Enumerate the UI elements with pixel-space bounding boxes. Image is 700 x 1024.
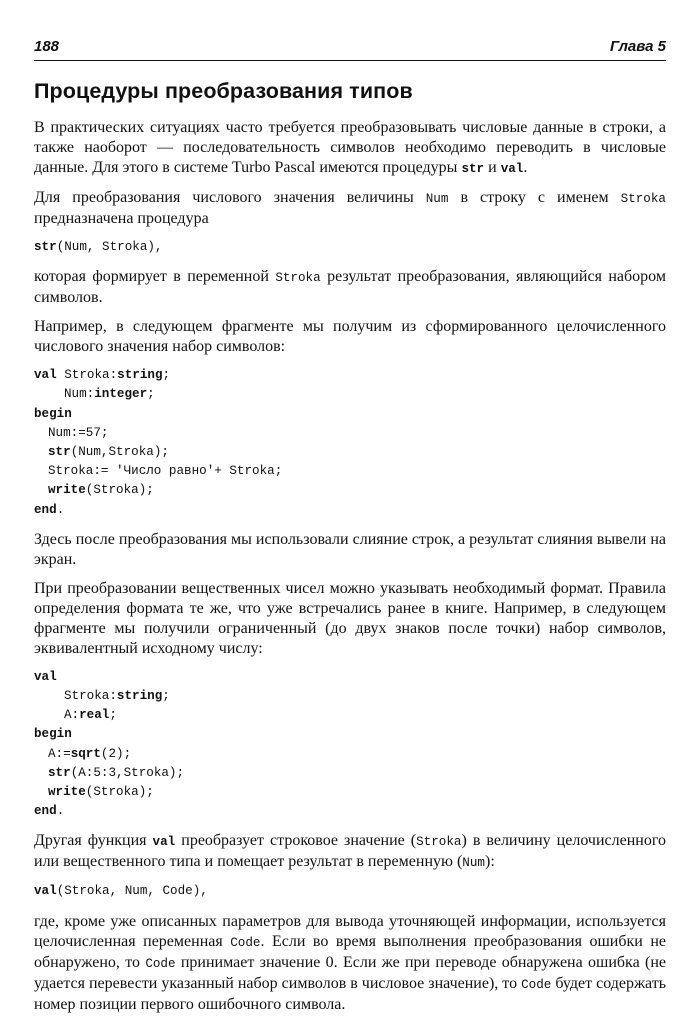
code-line: str(A:5:3,Stroka); [48,765,185,780]
code-line: Stroka:= 'Число равно'+ Stroka; [48,464,283,479]
inline-var-stroka: Stroka [620,192,666,206]
inline-var-stroka: Stroka [275,271,321,286]
code-line: write(Stroka); [48,785,154,800]
code-example-real [34,668,666,822]
inline-code-str: str [461,162,485,176]
inline-code-val: val [500,162,524,176]
paragraph-merge: Здесь после преобразования мы использовали слияние строк, а результат слияния вывели на экран. [34,530,666,568]
inline-code-val: val [152,835,176,850]
code-example-int [34,366,666,520]
paragraph-str-intro: Для преобразования числового значения величины Num в строку с именем Stroka предназначена процедура [34,189,666,227]
code-line: A:real; [64,708,117,723]
code-val-call: val(Stroka, Num, Code), [34,884,208,899]
code-line: val [34,669,57,684]
code-line: A:=sqrt(2); [48,746,132,761]
code-line: Stroka:string; [64,689,170,704]
paragraph-val-intro: Другая функция val преобразует строковое значение (Stroka) в величину целочисленного или вещественного типа и помещает результат в переменную (Num): [34,832,666,871]
inline-var-num: Num [425,192,449,206]
code-line: begin [34,406,72,421]
code-line: Num:integer; [64,387,155,402]
paragraph-real-format: При преобразовании вещественных чисел можно указывать необходимый формат. Правила определения формата те же, что уже встречались ранее в книге. Например, в следующем фрагменте мы получили ограниченный (до двух знаков после точки) набор символов, эквивалентный исходному числу: [34,579,666,657]
header-rule [34,60,666,61]
inline-var-code: Code [230,935,261,950]
page-number: 188 [34,38,60,55]
paragraph-val-code: где, кроме уже описанных параметров для вывода уточняющей информации, используется целочисленная переменная Code. Если во время выполнения преобразования ошибки не обнаружено, то Code принимает значение 0. Если же при переводе обнаружена ошибка (не удается перевести указанный набор символов в числовое значение), то Code будет содержать номер позиции первого ошибочного символа. [34,912,667,1013]
code-line: end. [34,804,65,819]
inline-var-code: Code [145,956,176,971]
paragraph-example-int: Например, в следующем фрагменте мы получим из сформированного целочисленного числового значения набор символов: [34,318,666,356]
inline-var-stroka: Stroka [416,835,462,850]
inline-var-code: Code [521,977,552,992]
code-str-call: str(Num, Stroka), [34,240,163,254]
paragraph-intro: В практических ситуациях часто требуется преобразовывать числовые данные в строки, а также наоборот — последовательность символов необходимо переводить в числовые данные. Для этого в системе Turbo Pascal имеются процедуры str и val. [34,119,666,176]
page-header [34,38,666,60]
code-line: begin [34,727,72,742]
code-line: str(Num,Stroka); [48,445,169,460]
code-line: val Stroka:string; [34,368,171,383]
code-line: end. [34,502,65,517]
code-line: Num:=57; [48,425,109,440]
inline-var-num: Num [462,856,485,871]
section-title: Процедуры преобразования типов [34,79,413,103]
chapter-label: Глава 5 [609,38,666,55]
code-line: write(Stroka); [48,483,154,498]
paragraph-str-result: которая формирует в переменной Stroka результат преобразования, являющийся набором символов. [34,268,666,307]
